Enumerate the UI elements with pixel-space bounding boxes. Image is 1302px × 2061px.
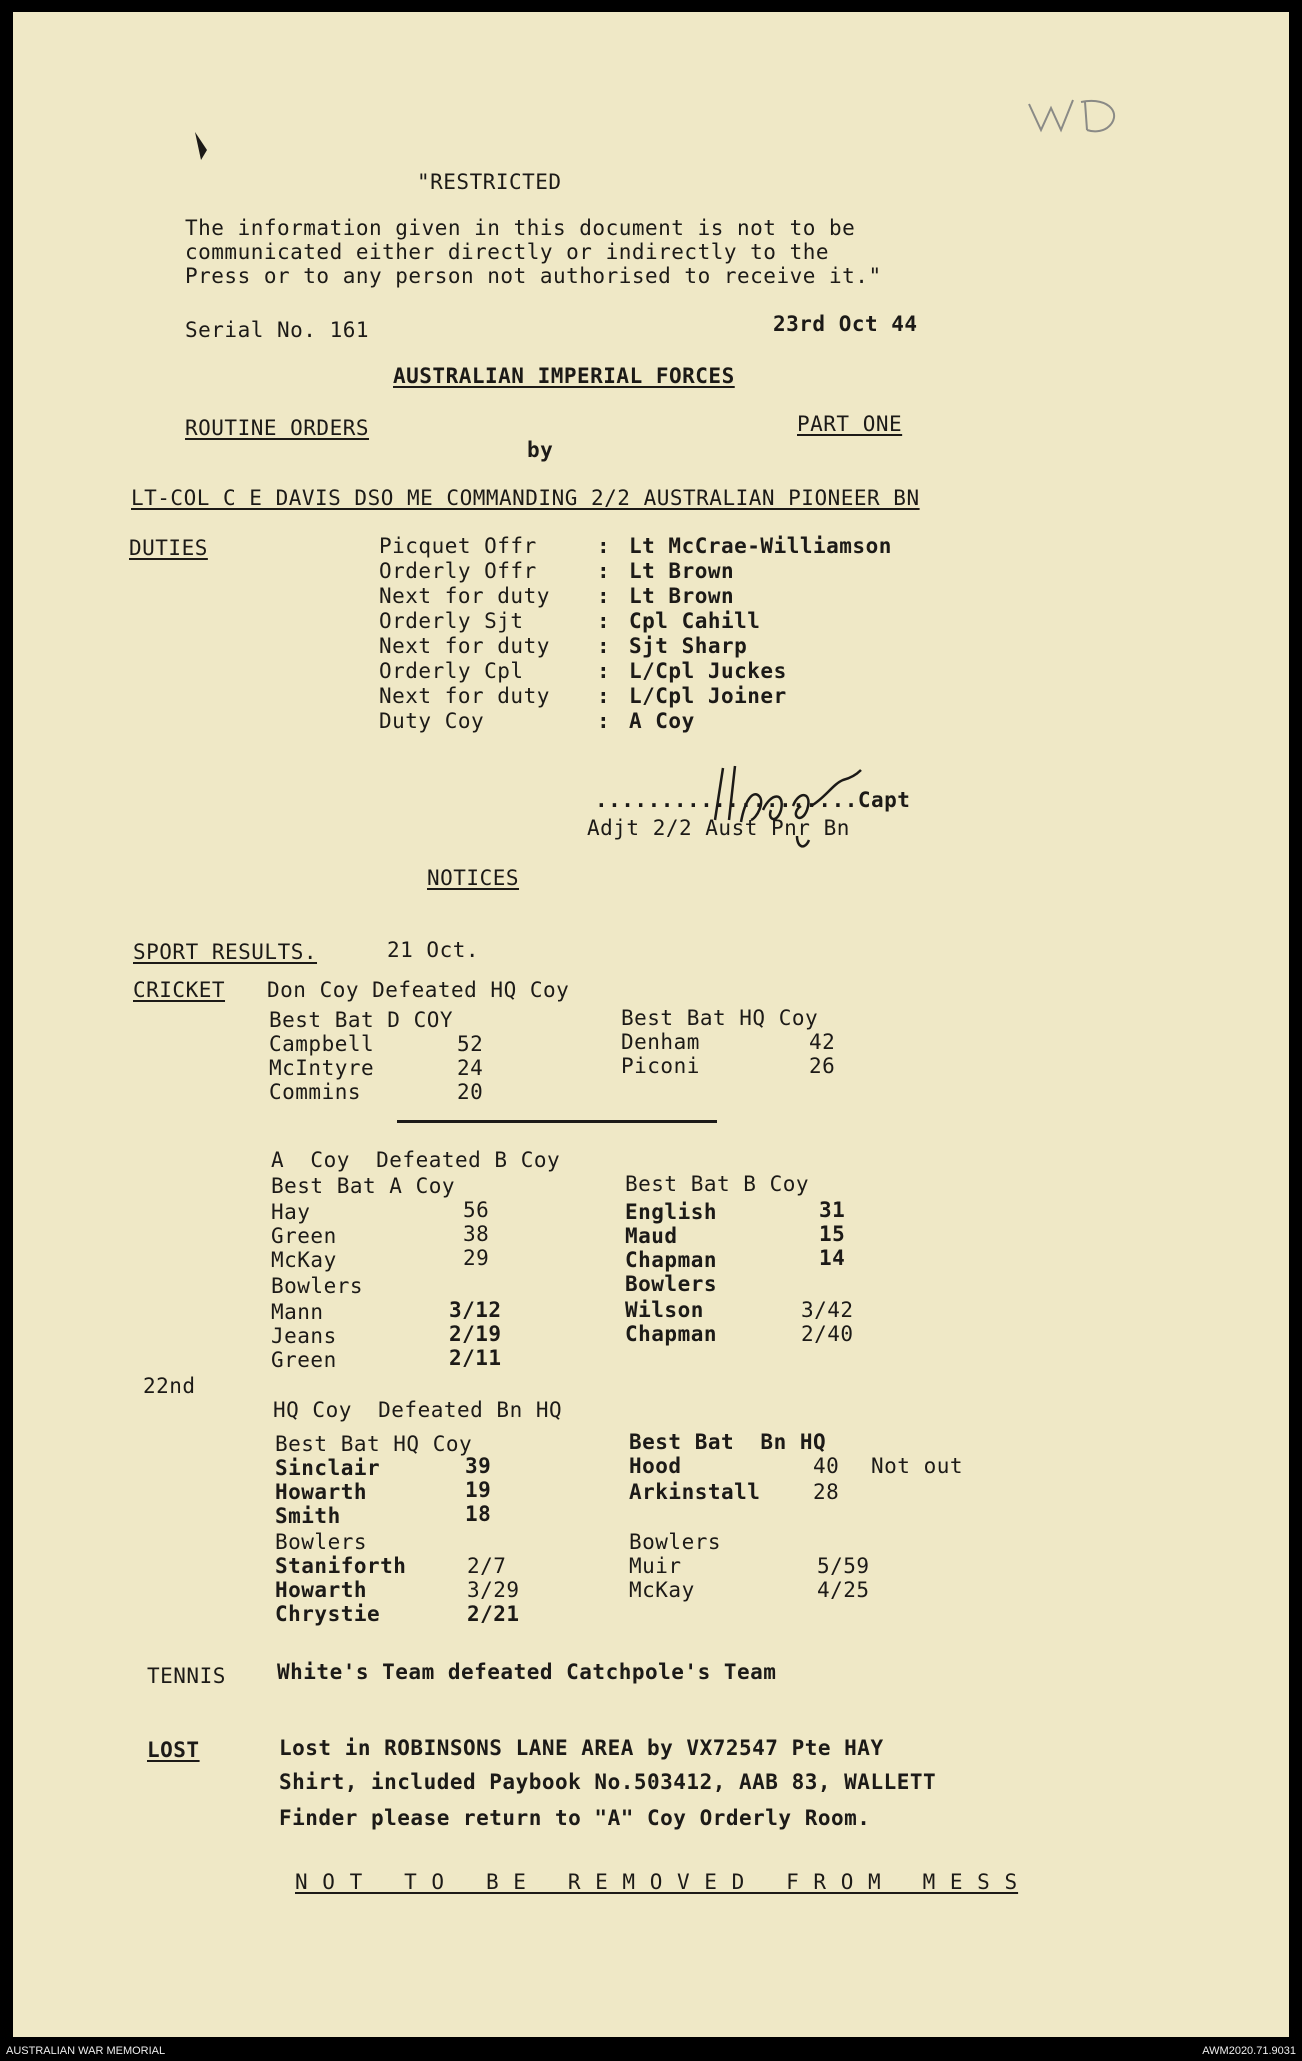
cricket-label: CRICKET <box>133 978 226 1002</box>
player-score: 20 <box>457 1080 484 1104</box>
batting-heading: Best Bat B Coy <box>625 1172 810 1196</box>
document-date: 23rd Oct 44 <box>773 312 918 336</box>
player-score: 31 <box>819 1198 846 1222</box>
player-score: 2/7 <box>467 1554 507 1578</box>
player-score: 5/59 <box>817 1554 870 1578</box>
duty-sep: : <box>597 559 611 583</box>
duty-role: Picquet Offr <box>379 534 537 558</box>
duty-role: Duty Coy <box>379 709 485 733</box>
bowlers-heading: Bowlers <box>625 1272 718 1296</box>
lost-label: LOST <box>147 1738 200 1762</box>
player-name: Campbell <box>269 1032 375 1056</box>
batting-heading: Best Bat HQ Coy <box>621 1006 819 1030</box>
document-title: AUSTRALIAN IMPERIAL FORCES <box>393 364 735 388</box>
player-score: 28 <box>813 1480 840 1504</box>
duty-name: Sjt Sharp <box>629 634 748 658</box>
player-score: 4/25 <box>817 1578 870 1602</box>
bowlers-heading: Bowlers <box>629 1530 722 1554</box>
player-name: Staniforth <box>275 1554 407 1578</box>
player-score: 39 <box>465 1454 492 1478</box>
player-score: 14 <box>819 1246 846 1270</box>
player-score: 15 <box>819 1222 846 1246</box>
player-score: 29 <box>463 1246 490 1270</box>
duty-name: L/Cpl Joiner <box>629 684 787 708</box>
player-name: Piconi <box>621 1054 700 1078</box>
ink-mark <box>191 130 211 164</box>
duty-sep: : <box>597 534 611 558</box>
player-score: 26 <box>809 1054 836 1078</box>
duty-sep: : <box>597 634 611 658</box>
player-name: Hay <box>271 1200 311 1224</box>
player-name: Sinclair <box>275 1456 381 1480</box>
part-label: PART ONE <box>797 412 903 436</box>
duty-sep: : <box>597 709 611 733</box>
player-score: 40 <box>813 1454 840 1478</box>
duty-name: L/Cpl Juckes <box>629 659 787 683</box>
player-score: 19 <box>465 1478 492 1502</box>
duty-name: Lt Brown <box>629 584 735 608</box>
duty-sep: : <box>597 659 611 683</box>
duty-role: Next for duty <box>379 584 550 608</box>
handwritten-corner-text <box>1023 92 1036 116</box>
restricted-label: "RESTRICTED <box>417 170 562 194</box>
signature-title: Adjt 2/2 Aust Pnr Bn <box>587 816 850 840</box>
player-name: Howarth <box>275 1578 368 1602</box>
not-to-be-removed-note: N O T T O B E R E M O V E D F R O M M E S S <box>295 1870 1019 1894</box>
sport-results-heading: SPORT RESULTS. <box>133 940 318 964</box>
player-name: Maud <box>625 1224 678 1248</box>
player-score: 2/21 <box>467 1602 520 1626</box>
tennis-result: White's Team defeated Catchpole's Team <box>277 1660 777 1684</box>
archive-reference: AWM2020.71.9031 <box>1202 2045 1296 2057</box>
player-name: McIntyre <box>269 1056 375 1080</box>
player-score: 3/12 <box>449 1298 502 1322</box>
duty-role: Orderly Offr <box>379 559 537 583</box>
player-name: McKay <box>629 1578 695 1602</box>
player-name: Smith <box>275 1504 341 1528</box>
player-name: Green <box>271 1224 337 1248</box>
player-score: 52 <box>457 1032 484 1056</box>
player-score: 3/29 <box>467 1578 520 1602</box>
sport-date: 21 Oct. <box>387 938 480 962</box>
bowlers-heading: Bowlers <box>275 1530 368 1554</box>
notice-line-2: communicated either directly or indirectly to the <box>185 240 830 264</box>
section-divider <box>397 1120 717 1123</box>
player-name: Arkinstall <box>629 1480 761 1504</box>
batting-heading: Best Bat D COY <box>269 1008 454 1032</box>
player-name: English <box>625 1200 718 1224</box>
player-score: 18 <box>465 1502 492 1526</box>
not-out-note: Not out <box>871 1454 964 1478</box>
batting-heading: Best Bat Bn HQ <box>629 1430 827 1454</box>
player-score: 42 <box>809 1030 836 1054</box>
routine-orders-label: ROUTINE ORDERS <box>185 416 370 440</box>
lost-line-2: Shirt, included Paybook No.503412, AAB 83, WALLETT <box>279 1770 937 1794</box>
duty-sep: : <box>597 684 611 708</box>
duty-role: Next for duty <box>379 634 550 658</box>
duty-role: Next for duty <box>379 684 550 708</box>
duty-name: Lt McCrae-Williamson <box>629 534 892 558</box>
duty-role: Orderly Cpl <box>379 659 524 683</box>
player-score: 3/42 <box>801 1298 854 1322</box>
batting-heading: Best Bat A Coy <box>271 1174 456 1198</box>
notice-line-3: Press or to any person not authorised to receive it." <box>185 264 882 288</box>
player-name: Jeans <box>271 1324 337 1348</box>
duty-name: Lt Brown <box>629 559 735 583</box>
player-name: Green <box>271 1348 337 1372</box>
signature-line: ....................Capt <box>595 788 911 812</box>
duty-sep: : <box>597 609 611 633</box>
player-name: Muir <box>629 1554 682 1578</box>
player-score: 56 <box>463 1198 490 1222</box>
batting-heading: Best Bat HQ Coy <box>275 1432 473 1456</box>
archive-credit: AUSTRALIAN WAR MEMORIAL <box>6 2045 166 2057</box>
duty-name: A Coy <box>629 709 695 733</box>
duties-heading: DUTIES <box>129 536 208 560</box>
player-name: Commins <box>269 1080 362 1104</box>
player-score: 24 <box>457 1056 484 1080</box>
commander-line: LT-COL C E DAVIS DSO ME COMMANDING 2/2 AUSTRALIAN PIONEER BN <box>131 486 920 510</box>
duty-name: Cpl Cahill <box>629 609 761 633</box>
player-name: Chapman <box>625 1248 718 1272</box>
player-name: McKay <box>271 1248 337 1272</box>
match-title: A Coy Defeated B Coy <box>271 1148 561 1172</box>
bowlers-heading: Bowlers <box>271 1274 364 1298</box>
player-name: Mann <box>271 1300 324 1324</box>
player-name: Chapman <box>625 1322 718 1346</box>
player-name: Wilson <box>625 1298 704 1322</box>
match-title: Don Coy Defeated HQ Coy <box>267 978 570 1002</box>
serial-number: Serial No. 161 <box>185 318 370 342</box>
lost-line-3: Finder please return to "A" Coy Orderly Room. <box>279 1806 871 1830</box>
player-score: 2/19 <box>449 1322 502 1346</box>
day-label: 22nd <box>143 1374 196 1398</box>
duty-sep: : <box>597 584 611 608</box>
player-score: 38 <box>463 1222 490 1246</box>
notice-line-1: The information given in this document is not to be <box>185 216 856 240</box>
player-score: 2/11 <box>449 1346 502 1370</box>
lost-line-1: Lost in ROBINSONS LANE AREA by VX72547 Pte HAY <box>279 1736 884 1760</box>
player-name: Denham <box>621 1030 700 1054</box>
document-page <box>13 12 1289 2037</box>
by-label: by <box>527 438 554 462</box>
duty-role: Orderly Sjt <box>379 609 524 633</box>
player-name: Howarth <box>275 1480 368 1504</box>
player-score: 2/40 <box>801 1322 854 1346</box>
player-name: Chrystie <box>275 1602 381 1626</box>
match-title: HQ Coy Defeated Bn HQ <box>273 1398 563 1422</box>
player-name: Hood <box>629 1454 682 1478</box>
tennis-label: TENNIS <box>147 1664 226 1688</box>
notices-heading: NOTICES <box>427 866 520 890</box>
handwritten-corner-mark <box>1023 90 1143 138</box>
